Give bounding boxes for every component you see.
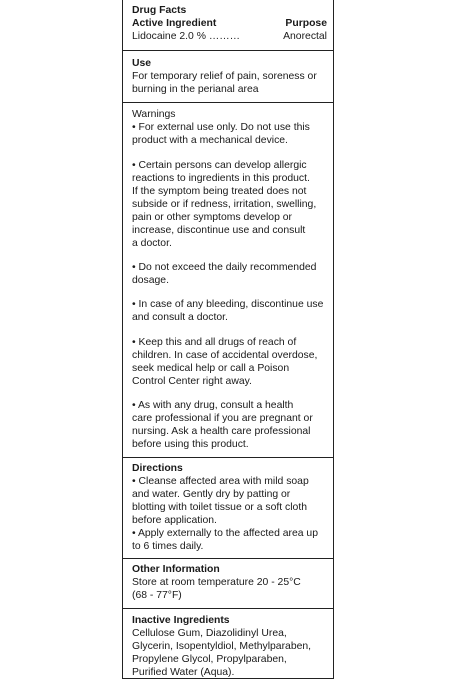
divider [123, 102, 333, 103]
directions-line: and water. Gently dry by patting or [132, 489, 291, 500]
directions-line: • Cleanse affected area with mild soap [132, 476, 309, 487]
warning-line: If the symptom being treated does not [132, 186, 307, 197]
warning-line: • For external use only. Do not use this [132, 122, 310, 133]
drug-facts-title: Drug Facts [132, 5, 187, 16]
warning-line: Control Center right away. [132, 376, 252, 387]
warnings-heading: Warnings [132, 109, 176, 120]
divider [123, 457, 333, 458]
warning-line: before using this product. [132, 439, 249, 450]
use-text-line: For temporary relief of pain, soreness or [132, 71, 317, 82]
directions-line: before application. [132, 515, 217, 526]
warning-line: • Do not exceed the daily recommended [132, 262, 317, 273]
directions-line: to 6 times daily. [132, 541, 204, 552]
warning-line: • Certain persons can develop allergic [132, 160, 307, 171]
use-heading: Use [132, 58, 152, 69]
drug-facts-panel [122, 0, 334, 679]
warning-line: reactions to ingredients in this product. [132, 173, 310, 184]
warning-line: children. In case of accidental overdose, [132, 350, 318, 361]
directions-heading: Directions [132, 463, 183, 474]
inactive-ingredients-heading: Inactive Ingredients [132, 615, 230, 626]
warning-line: and consult a doctor. [132, 312, 228, 323]
warning-line: nursing. Ask a health care professional [132, 426, 311, 437]
other-info-line: Store at room temperature 20 - 25°C [132, 577, 301, 588]
warning-line: a doctor. [132, 238, 172, 249]
warning-line: • In case of any bleeding, discontinue use [132, 299, 324, 310]
other-info-line: (68 - 77°F) [132, 590, 182, 601]
warning-line: care professional if you are pregnant or [132, 413, 313, 424]
divider [123, 558, 333, 559]
directions-line: • Apply externally to the affected area up [132, 528, 318, 539]
warning-line: • As with any drug, consult a health [132, 400, 294, 411]
warning-line: pain or other symptoms develop or [132, 212, 292, 223]
purpose-value: Anorectal [283, 31, 327, 42]
active-ingredient-label: Active Ingredient [132, 18, 217, 29]
divider [123, 608, 333, 609]
divider [123, 50, 333, 51]
purpose-label: Purpose [285, 18, 327, 29]
inactive-ingredients-line: Propylene Glycol, Propylparaben, [132, 654, 287, 665]
warning-line: • Keep this and all drugs of reach of [132, 337, 297, 348]
directions-line: blotting with toilet tissue or a soft cloth [132, 502, 307, 513]
warning-line: subside or if redness, irritation, swelling, [132, 199, 317, 210]
warning-line: dosage. [132, 275, 169, 286]
inactive-ingredients-line: Glycerin, Isopentyldiol, Methylparaben, [132, 641, 312, 652]
warning-line: seek medical help or call a Poison [132, 363, 290, 374]
other-info-heading: Other Information [132, 564, 220, 575]
ingredient-line: Lidocaine 2.0 % ……… [132, 31, 241, 42]
inactive-ingredients-line: Cellulose Gum, Diazolidinyl Urea, [132, 628, 287, 639]
warning-line: product with a mechanical device. [132, 135, 288, 146]
use-text-line: burning in the perianal area [132, 84, 259, 95]
inactive-ingredients-line: Purified Water (Aqua). [132, 667, 235, 678]
warning-line: increase, discontinue use and consult [132, 225, 306, 236]
